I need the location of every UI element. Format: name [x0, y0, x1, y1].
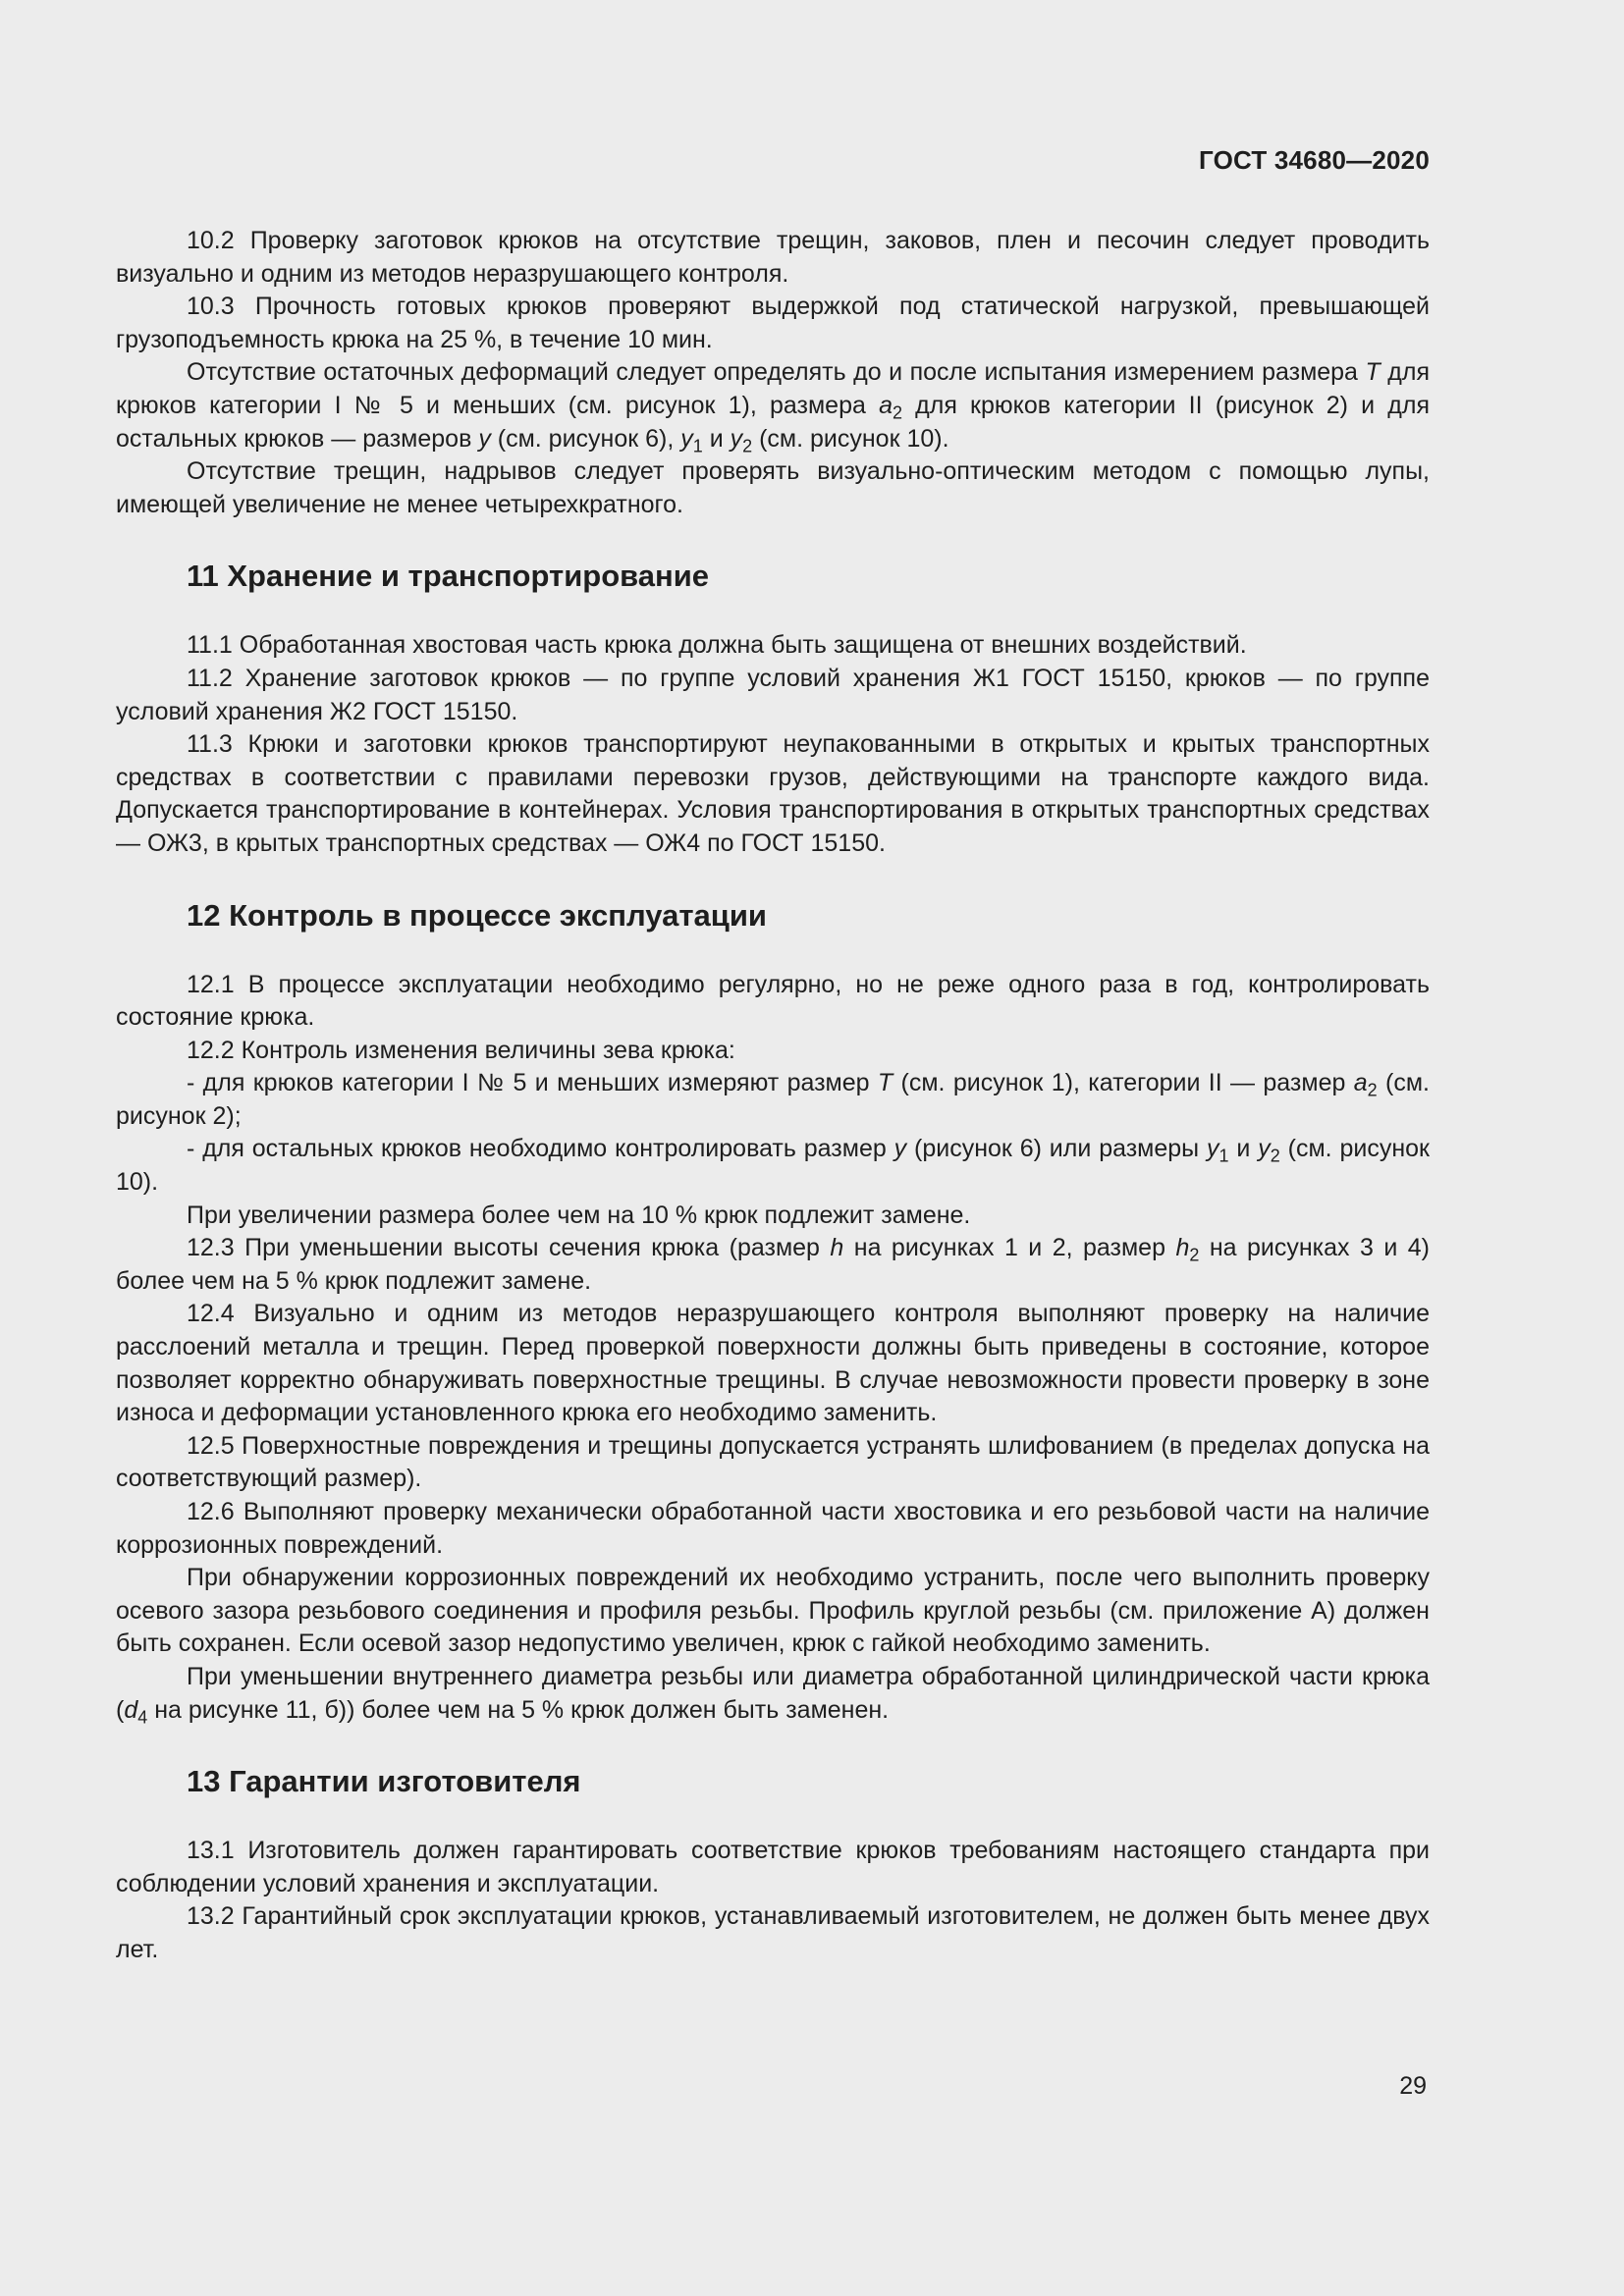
- paragraph-13-2: 13.2 Гарантийный срок эксплуатации крюков, устанавливаемый изготовителем, не должен быть менее двух лет.: [116, 1902, 1430, 1963]
- paragraph-12-6: 12.6 Выполняют проверку механически обработанной части хвостовика и его резьбовой части на наличие коррозионных повреждений.: [116, 1498, 1430, 1559]
- paragraph-11-2: 11.2 Хранение заготовок крюков — по группе условий хранения Ж1 ГОСТ 15150, крюков — по группе условий хранения Ж2 ГОСТ 15150.: [116, 664, 1430, 725]
- page-number: 29: [1399, 2072, 1427, 2100]
- paragraph-11-3: 11.3 Крюки и заготовки крюков транспортируют неупакованными в открытых и крытых транспортных средствах в соответствии с правилами перевозки грузов, действующими на транспорте каждого вида. Допускается транспортирование в контейнерах. Условия транспортирования в открытых транспортных средствах — ОЖ3, в крытых транспортных средствах — ОЖ4 по ГОСТ 15150.: [116, 730, 1430, 857]
- section-11-heading: 11 Хранение и транспортирование: [187, 559, 710, 594]
- paragraph-13-1: 13.1 Изготовитель должен гарантировать соответствие крюков требованиям настоящего стандарта при соблюдении условий хранения и эксплуатации.: [116, 1837, 1430, 1897]
- paragraph-12-5: 12.5 Поверхностные повреждения и трещины допускается устранять шлифованием (в пределах допуска на соответствующий размер).: [116, 1431, 1430, 1493]
- paragraph-10-3-cracks: Отсутствие трещин, надрывов следует проверять визуально-оптическим методом с помощью лупы, имеющей увеличение не менее четырехкратного.: [116, 457, 1430, 518]
- paragraph-12-2-replacement: При увеличении размера более чем на 10 % крюк подлежит замене.: [187, 1201, 971, 1229]
- paragraph-12-1: 12.1 В процессе эксплуатации необходимо регулярно, но не реже одного раза в год, контролировать состояние крюка.: [116, 970, 1430, 1032]
- section-13-heading: 13 Гарантии изготовителя: [187, 1764, 581, 1799]
- document-body: [116, 225, 1430, 1967]
- paragraph-10-3-deformations: Отсутствие остаточных деформаций следует определять до и после испытания измерением размера T для крюков категории I № 5 и меньших (см. рисунок 1), размера $a_2$ для крюков категории II (рисунок 2) и для остальных крюков — размеров y (см. рисунок 6), $y_1$ и $y_2$ (см. рисунок 10).: [116, 358, 1430, 455]
- paragraph-12-2: 12.2 Контроль изменения величины зева крюка:: [187, 1036, 735, 1064]
- paragraph-11-1: 11.1 Обработанная хвостовая часть крюка должна быть защищена от внешних воздействий.: [187, 631, 1247, 660]
- paragraph-12-4: 12.4 Визуально и одним из методов неразрушающего контроля выполняют проверку на наличие расслоений металла и трещин. Перед проверкой поверхности должны быть приведены в состояние, которое позволяет корректно обнаруживать поверхностные трещины. В случае невозможности провести проверку в зоне износа и деформации установленного крюка его необходимо заменить.: [116, 1300, 1430, 1427]
- document-code: ГОСТ 34680—2020: [1199, 145, 1430, 175]
- paragraph-12-3: 12.3 При уменьшении высоты сечения крюка (размер h на рисунках 1 и 2, размер $h_2$ на рисунках 3 и 4) более чем на 5 % крюк подлежит замене.: [116, 1234, 1431, 1295]
- paragraph-10-3: 10.3 Прочность готовых крюков проверяют выдержкой под статической нагрузкой, превышающей грузоподъемность крюка на 25 %, в течение 10 мин.: [116, 293, 1430, 353]
- section-12-heading: 12 Контроль в процессе эксплуатации: [187, 897, 767, 933]
- paragraph-12-6-diameter: При уменьшении внутреннего диаметра резьбы или диаметра обработанной цилиндрической части крюка ($d_4$ на рисунке 11, б)) более чем на 5 % крюк должен быть заменен.: [116, 1662, 1430, 1727]
- paragraph-12-2-item-1: - для крюков категории I № 5 и меньших измеряют размер T (см. рисунок 1), категории II — размер $a_2$ (см. рисунок 2);: [116, 1069, 1430, 1130]
- paragraph-10-2: 10.2 Проверку заготовок крюков на отсутствие трещин, заковов, плен и песочин следует проводить визуально и одним из методов неразрушающего контроля.: [116, 227, 1430, 288]
- paragraph-12-2-item-2: - для остальных крюков необходимо контролировать размер y (рисунок 6) или размеры $y_1$ и $y_2$ (см. рисунок 10).: [116, 1135, 1430, 1197]
- paragraph-12-6-corrosion: При обнаружении коррозионных повреждений их необходимо устранить, после чего выполнить проверку осевого зазора резьбового соединения и профиля резьбы. Профиль круглой резьбы (см. приложение А) должен быть сохранен. Если осевой зазор недопустимо увеличен, крюк с гайкой необходимо заменить.: [116, 1564, 1430, 1658]
